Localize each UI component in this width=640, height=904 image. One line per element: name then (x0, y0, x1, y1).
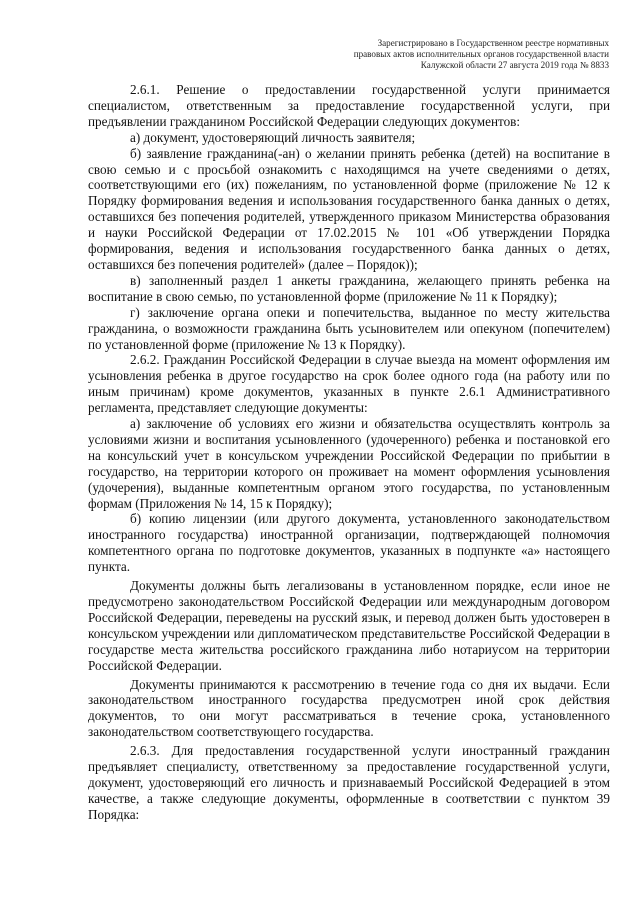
paragraph-2-6-2: 2.6.2. Гражданин Российской Федерации в случае выезда на момент оформления им усыновления ребенка в другое государство на срок более одного года (на работу или по иным причинам) кроме документов, указанных в пункте 2.6.1 Административного регламента, представляет следующие документы: (88, 352, 610, 416)
paragraph-item-v: в) заполненный раздел 1 анкеты гражданина, желающего принять ребенка на воспитание в свою семью, по установленной форме (приложение № 11 к Порядку); (88, 272, 610, 304)
registration-header (289, 38, 609, 72)
paragraph-item-b: б) копию лицензии (или другого документа, установленного законодательством иностранного государства) иностранной организации, подтверждающей полномочия компетентного органа по подготовке документов, указанных в подпункте «а» настоящего пункта. (88, 511, 610, 575)
document-body (88, 82, 610, 823)
header-line: Калужской области 27 августа 2019 года № 8833 (420, 60, 609, 71)
header-line: правовых актов исполнительных органов государственной власти (353, 49, 609, 60)
paragraph-legalization: Документы должны быть легализованы в установленном порядке, если иное не предусмотрено законодательством Российской Федерации или международным договором Российской Федерации, переведены на русский язык, и перевод должен быть удостоверен в консульском учреждении или дипломатическом представительстве Российской Федерации в государстве места жительства российского гражданина либо нотариусом на территории Российской Федерации. (88, 578, 610, 673)
paragraph-validity: Документы принимаются к рассмотрению в течение года со дня их выдачи. Если законодательством иностранного государства предусмотрен иной срок действия документов, то они могут рассматриваться в течение срока, установленного законодательством соответствующего государства. (88, 676, 610, 740)
paragraph-2-6-1: 2.6.1. Решение о предоставлении государственной услуги принимается специалистом, ответственным за предоставление государственной услуги, при предъявлении гражданином Российской Федерации следующих документов: (88, 82, 610, 129)
header-line: Зарегистрировано в Государственном реестре нормативных (377, 38, 609, 48)
paragraph-item-b: б) заявление гражданина(-ан) о желании принять ребенка (детей) на воспитание в свою семью и с просьбой ознакомить с находящимся на учете сведениями о детях, соответствующими его (их) пожеланиям, по установленной форме (приложение № 12 к Порядку формирования ведения и использования государственного банка данных о детях, оставшихся без попечения родителей, утвержденного приказом Министерства образования и науки Российской Федерации от 17.02.2015 № 101 «Об утверждении Порядка формирования, ведения и использования государственного банка данных о детях, оставшихся без попечения родителей» (далее – Порядок)); (88, 145, 610, 272)
paragraph-item-a: а) документ, удостоверяющий личность заявителя; (130, 129, 416, 145)
paragraph-item-g: г) заключение органа опеки и попечительства, выданное по месту жительства гражданина, о возможности гражданина быть усыновителем или опекуном (попечителем) по установленной форме (приложение № 13 к Порядку). (88, 304, 610, 352)
paragraph-2-6-3: 2.6.3. Для предоставления государственной услуги иностранный гражданин предъявляет специалисту, ответственному за предоставление государственной услуги, документ, удостоверяющий его личность и признаваемый Российской Федерацией в этом качестве, а также следующие документы, оформленные в соответствии с пунктом 39 Порядка: (88, 743, 610, 822)
paragraph-item-a: а) заключение об условиях его жизни и обязательства осуществлять контроль за условиями жизни и воспитания усыновленного (удочеренного) ребенка и постановкой его на консульский учет в консульском учреждении Российской Федерации по прибытии в государство, на территории которого он проживает на момент оформления усыновления (удочерения), выданные компетентным органом этого государства, по установленным формам (Приложения № 14, 15 к Порядку); (88, 416, 610, 511)
